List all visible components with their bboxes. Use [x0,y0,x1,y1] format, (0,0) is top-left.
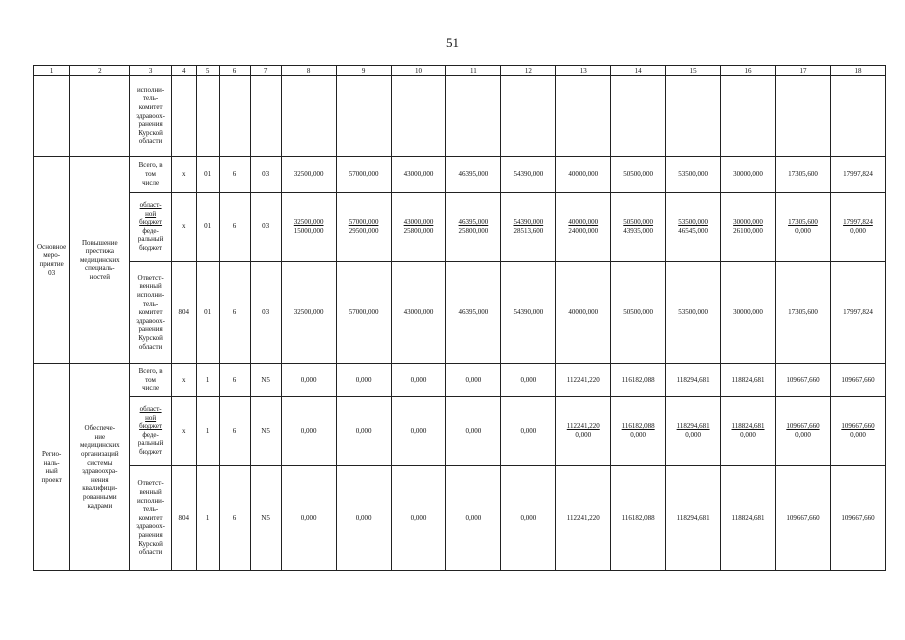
header-col-3: 3 [130,66,171,76]
value-cell: 116182,088 [611,466,666,571]
value-cell: 30000,000 [721,156,776,192]
code-c4: х [171,396,196,466]
value-cell: 0,000 [281,396,336,466]
value-cell: 0,000 [501,466,556,571]
code-c4: х [171,156,196,192]
value-cell: 17997,824 0,000 [830,192,885,261]
value-cell: 109667,660 [830,466,885,571]
value-cell: 0,000 [391,364,446,396]
code-c5: 1 [196,364,219,396]
value-cell: 57000,000 29500,000 [336,192,391,261]
value-cell: 0,000 [446,396,501,466]
value-cell: 109667,660 [775,364,830,396]
value-cell: 109667,660 [830,364,885,396]
header-col-4: 4 [171,66,196,76]
value-cell: 118294,681 [666,466,721,571]
value-cell: 118824,681 [721,364,776,396]
value-cell: 40000,000 [556,261,611,364]
row-label: Всего, в том числе [130,364,171,396]
code-c5: 01 [196,156,219,192]
value-cell: 0,000 [391,396,446,466]
header-col-17: 17 [775,66,830,76]
row-label: Ответст- венный исполни- тель- комитет здравоох- ранения Курской области [130,466,171,571]
code-c4: 804 [171,261,196,364]
header-col-7: 7 [250,66,281,76]
value-cell: 30000,000 [721,261,776,364]
value-cell: 112241,220 0,000 [556,396,611,466]
value-cell: 118824,681 [721,466,776,571]
value-cell: 43000,000 [391,156,446,192]
header-col-5: 5 [196,66,219,76]
value-cell: 43000,000 25800,000 [391,192,446,261]
code-c6: 6 [219,466,250,571]
value-cell: 40000,000 [556,156,611,192]
value-cell: 116182,088 [611,364,666,396]
code-c5: 01 [196,192,219,261]
code-c4: х [171,364,196,396]
regproj-title: Обеспече- ние медицинских организаций системы здравоохра- нения квалифици- рованными кадрами [70,364,130,571]
code-c6: 6 [219,261,250,364]
value-cell: 17305,600 [775,156,830,192]
cell [501,76,556,157]
code-c7: N5 [250,466,281,571]
value-cell: 0,000 [281,364,336,396]
om03-name: Основное меро- приятие 03 [34,156,70,364]
header-col-12: 12 [501,66,556,76]
code-c6: 6 [219,396,250,466]
cell [250,76,281,157]
code-c5: 01 [196,261,219,364]
header-row [34,66,886,76]
value-cell: 54390,000 [501,261,556,364]
value-cell: 109667,660 0,000 [775,396,830,466]
code-c7: 03 [250,192,281,261]
cell [336,76,391,157]
cell [830,76,885,157]
om03-row-2 [34,261,886,364]
value-cell: 17997,824 [830,261,885,364]
header-col-6: 6 [219,66,250,76]
value-cell: 46395,000 [446,261,501,364]
value-cell: 32500,000 [281,261,336,364]
regproj-row-1 [34,396,886,466]
cell [666,76,721,157]
header-col-13: 13 [556,66,611,76]
value-cell: 0,000 [446,364,501,396]
value-cell: 50500,000 [611,156,666,192]
header-col-15: 15 [666,66,721,76]
header-col-11: 11 [446,66,501,76]
value-cell: 0,000 [446,466,501,571]
value-cell: 50500,000 43935,000 [611,192,666,261]
value-cell: 57000,000 [336,261,391,364]
regproj-row-2 [34,466,886,571]
continuation-row [34,76,886,157]
value-cell: 116182,088 0,000 [611,396,666,466]
om03-title: Повышение престижа медицинских специаль- ностей [70,156,130,364]
code-c7: 03 [250,261,281,364]
value-cell: 109667,660 0,000 [830,396,885,466]
value-cell: 0,000 [336,364,391,396]
header-col-8: 8 [281,66,336,76]
cell [34,76,70,157]
value-cell: 54390,000 28513,600 [501,192,556,261]
header-col-9: 9 [336,66,391,76]
header-col-1: 1 [34,66,70,76]
value-cell: 50500,000 [611,261,666,364]
value-cell: 17997,824 [830,156,885,192]
budget-table [33,65,886,571]
row-label: област- ной бюджет феде- ральный бюджет [130,396,171,466]
code-c7: N5 [250,364,281,396]
regproj-row-0 [34,364,886,396]
value-cell: 0,000 [336,466,391,571]
cell [556,76,611,157]
cell [219,76,250,157]
value-cell: 40000,000 24000,000 [556,192,611,261]
value-cell: 0,000 [391,466,446,571]
code-c4: 804 [171,466,196,571]
value-cell: 118294,681 0,000 [666,396,721,466]
header-col-14: 14 [611,66,666,76]
regproj-name: Регио- наль- ный проект [34,364,70,571]
page-number: 51 [446,35,459,50]
om03-row-1 [34,192,886,261]
executor-cell: исполни- тель- комитет здравоох- ранения Курской области [130,76,171,157]
value-cell: 53500,000 [666,261,721,364]
cell [721,76,776,157]
value-cell: 0,000 [336,396,391,466]
value-cell: 17305,600 0,000 [775,192,830,261]
value-cell: 30000,000 26100,000 [721,192,776,261]
value-cell: 32500,000 [281,156,336,192]
header-col-18: 18 [830,66,885,76]
code-c6: 6 [219,192,250,261]
value-cell: 0,000 [501,396,556,466]
cell [196,76,219,157]
cell [611,76,666,157]
value-cell: 109667,660 [775,466,830,571]
value-cell: 0,000 [501,364,556,396]
code-c5: 1 [196,396,219,466]
value-cell: 46395,000 25800,000 [446,192,501,261]
row-label: област- ной бюджет феде- ральный бюджет [130,192,171,261]
cell [281,76,336,157]
header-col-10: 10 [391,66,446,76]
cell [70,76,130,157]
cell [171,76,196,157]
value-cell: 0,000 [281,466,336,571]
value-cell: 118294,681 [666,364,721,396]
row-label: Ответст- венный исполни- тель- комитет здравоох- ранения Курской области [130,261,171,364]
value-cell: 118824,681 0,000 [721,396,776,466]
value-cell: 112241,220 [556,466,611,571]
code-c6: 6 [219,364,250,396]
value-cell: 53500,000 [666,156,721,192]
code-c7: 03 [250,156,281,192]
code-c7: N5 [250,396,281,466]
value-cell: 17305,600 [775,261,830,364]
header-col-16: 16 [721,66,776,76]
code-c6: 6 [219,156,250,192]
row-label: Всего, в том числе [130,156,171,192]
value-cell: 46395,000 [446,156,501,192]
value-cell: 112241,220 [556,364,611,396]
om03-row-0 [34,156,886,192]
value-cell: 57000,000 [336,156,391,192]
header-col-2: 2 [70,66,130,76]
cell [391,76,446,157]
value-cell: 53500,000 46545,000 [666,192,721,261]
code-c5: 1 [196,466,219,571]
cell [775,76,830,157]
code-c4: х [171,192,196,261]
value-cell: 43000,000 [391,261,446,364]
value-cell: 54390,000 [501,156,556,192]
value-cell: 32500,000 15000,000 [281,192,336,261]
cell [446,76,501,157]
